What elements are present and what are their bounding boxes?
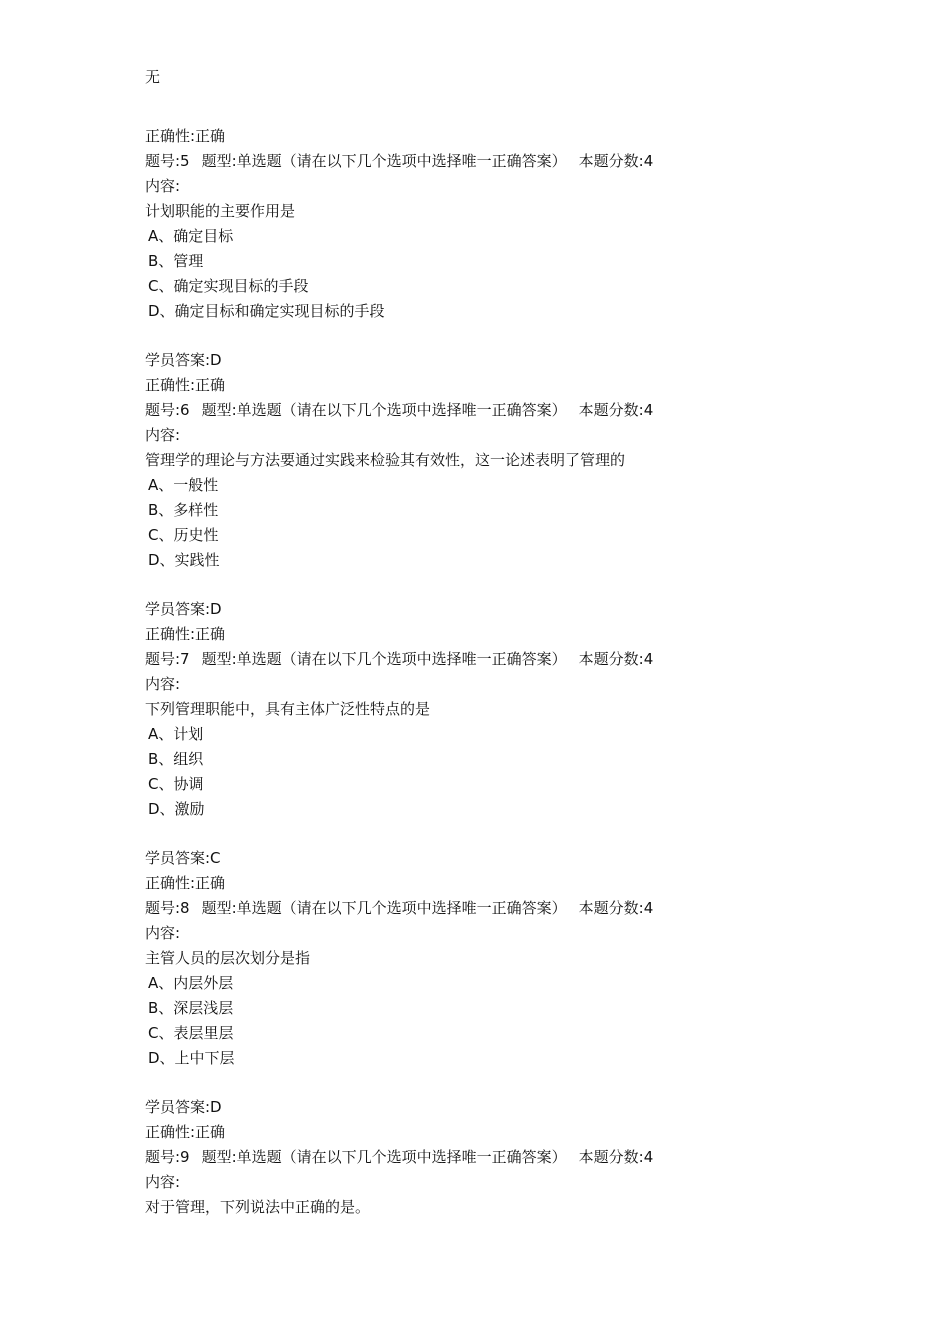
q9-number: 题号:9	[145, 1148, 190, 1166]
q6-correctness: 正确性:正确	[145, 625, 226, 643]
q8-option-c: C、表层里层	[148, 1024, 234, 1042]
q5-score: 本题分数:4	[578, 152, 654, 170]
q8-option-b: B、深层浅层	[148, 999, 234, 1017]
q7-score: 本题分数:4	[578, 650, 654, 668]
q7-option-c: C、协调	[148, 775, 204, 793]
q8-option-d: D、上中下层	[148, 1049, 235, 1067]
q5-type: 题型:单选题（请在以下几个选项中选择唯一正确答案）	[201, 152, 567, 170]
q5-option-d: D、确定目标和确定实现目标的手段	[148, 302, 385, 320]
q5-header	[145, 151, 653, 171]
q9-type: 题型:单选题（请在以下几个选项中选择唯一正确答案）	[201, 1148, 567, 1166]
q6-score: 本题分数:4	[578, 401, 654, 419]
q7-content-label: 内容:	[145, 675, 181, 693]
q7-option-b: B、组织	[148, 750, 204, 768]
previous-answer-text: 无	[145, 68, 161, 86]
q5-student-answer: 学员答案:D	[145, 351, 222, 369]
q8-option-a: A、内层外层	[148, 974, 234, 992]
q8-number: 题号:8	[145, 899, 190, 917]
q5-stem: 计划职能的主要作用是	[145, 202, 296, 220]
q6-content-label: 内容:	[145, 426, 181, 444]
q7-student-answer: 学员答案:C	[145, 849, 221, 867]
q5-option-c: C、确定实现目标的手段	[148, 277, 309, 295]
q5-number: 题号:5	[145, 152, 190, 170]
q8-content-label: 内容:	[145, 924, 181, 942]
q6-number: 题号:6	[145, 401, 190, 419]
q9-stem: 对于管理，下列说法中正确的是。	[145, 1198, 371, 1216]
q7-option-d: D、激励	[148, 800, 205, 818]
q6-student-answer: 学员答案:D	[145, 600, 222, 618]
q6-option-c: C、历史性	[148, 526, 219, 544]
q7-header	[145, 649, 653, 669]
q6-type: 题型:单选题（请在以下几个选项中选择唯一正确答案）	[201, 401, 567, 419]
q9-score: 本题分数:4	[578, 1148, 654, 1166]
q6-option-d: D、实践性	[148, 551, 220, 569]
q6-header	[145, 400, 653, 420]
q6-option-b: B、多样性	[148, 501, 219, 519]
q8-header	[145, 898, 653, 918]
q9-content-label: 内容:	[145, 1173, 181, 1191]
q8-score: 本题分数:4	[578, 899, 654, 917]
q7-stem: 下列管理职能中，具有主体广泛性特点的是	[145, 700, 431, 718]
q4-correctness: 正确性:正确	[145, 127, 226, 145]
q6-stem: 管理学的理论与方法要通过实践来检验其有效性，这一论述表明了管理的	[145, 451, 626, 469]
q5-option-a: A、确定目标	[148, 227, 234, 245]
q7-number: 题号:7	[145, 650, 190, 668]
q7-type: 题型:单选题（请在以下几个选项中选择唯一正确答案）	[201, 650, 567, 668]
q5-content-label: 内容:	[145, 177, 181, 195]
q9-header	[145, 1147, 653, 1167]
q8-stem: 主管人员的层次划分是指	[145, 949, 311, 967]
q8-type: 题型:单选题（请在以下几个选项中选择唯一正确答案）	[201, 899, 567, 917]
q5-correctness: 正确性:正确	[145, 376, 226, 394]
q6-option-a: A、一般性	[148, 476, 219, 494]
q8-correctness: 正确性:正确	[145, 1123, 226, 1141]
q7-correctness: 正确性:正确	[145, 874, 226, 892]
q7-option-a: A、计划	[148, 725, 204, 743]
q8-student-answer: 学员答案:D	[145, 1098, 222, 1116]
q5-option-b: B、管理	[148, 252, 204, 270]
